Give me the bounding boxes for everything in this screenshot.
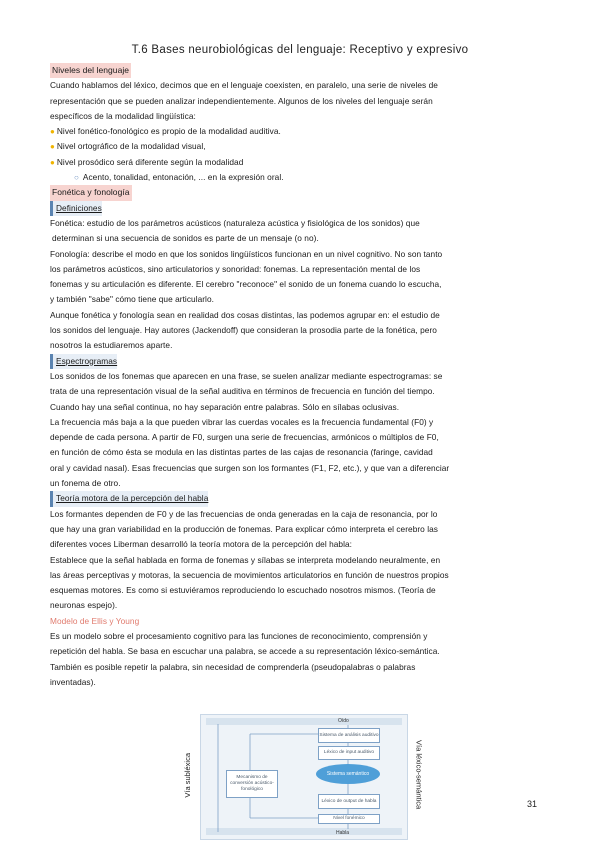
paragraph-line: Los formantes dependen de F0 y de las frecuencias de onda generadas en la caja de resonancia, por lo — [50, 508, 438, 519]
paragraph-line: La frecuencia más baja a la que pueden vibrar las cuerdas vocales es la frecuencia fundamental (F0) y — [50, 416, 434, 427]
heading-ellis-young: Modelo de Ellis y Young — [50, 615, 140, 626]
list-item: ● Nivel fonético-fonológico es propio de la modalidad auditiva. — [50, 126, 281, 137]
paragraph-line: y también "sabe" cómo tiene que articularlo. — [50, 294, 214, 305]
paragraph-line: inventadas). — [50, 676, 96, 687]
paragraph-line: nosotros la estudiaremos aparte. — [50, 340, 173, 351]
paragraph-line: en función de cómo ésta se modula en las distintas partes de las cajas de resonancia (faringe, cavidad — [50, 447, 433, 458]
paragraph-line: Cuando hablamos del léxico, decimos que en el lenguaje coexisten, en paralelo, una serie de niveles de — [50, 80, 438, 91]
paragraph-line: las áreas perceptivas y motoras, la secuencia de movimientos articulatorios en función de nuestros propios — [50, 569, 449, 580]
heading-niveles: Niveles del lenguaje — [50, 63, 131, 78]
paragraph-line: fonemas y su articulación es diferente. El cerebro "reconoce" el sonido de un fonema cuando lo escucha, — [50, 279, 442, 290]
heading-fonetica: Fonética y fonología — [50, 185, 132, 200]
paragraph-line: esquemas motores. Es como si estuviéramos reproduciendo lo escuchado nosotros mismos. (Teoría de — [50, 585, 436, 596]
subheading-definiciones: Definiciones — [50, 201, 102, 216]
paragraph-line: específicos de la modalidad lingüística: — [50, 110, 196, 121]
document-body — [50, 63, 562, 690]
subheading-espectrogramas: Espectrogramas — [50, 354, 117, 369]
sub-bullet-icon: ○ — [74, 173, 79, 183]
bullet-icon: ● — [50, 142, 55, 152]
ellis-young-diagram — [178, 714, 430, 840]
bullet-icon: ● — [50, 127, 55, 137]
paragraph-line: diferentes voces Liberman desarrolló la teoría motora de la percepción del habla: — [50, 539, 352, 550]
paragraph-line: que hay una gran variabilidad en la producción de fonemas. Para explicar cómo interpreta el cerebro las — [50, 523, 438, 534]
list-item: ● Nivel prosódico será diferente según la modalidad — [50, 156, 244, 167]
paragraph-line: Los sonidos de los fonemas que aparecen en una frase, se suelen analizar mediante espectrogramas: se — [50, 370, 443, 381]
paragraph-line: repetición del habla. Se basa en escuchar una palabra, se accede a su representación léxico-semántica. — [50, 646, 440, 657]
box-lexico-input-auditivo: Léxico de input auditivo — [318, 746, 380, 760]
paragraph-line: un fonema de otro. — [50, 478, 121, 489]
paragraph-line: Fonética: estudio de los parámetros acústicos (naturaleza acústica y fisiológica de los sonidos) que — [50, 217, 420, 228]
sub-list-item: ○ Acento, tonalidad, entonación, ... en la expresión oral. — [74, 172, 284, 183]
box-nivel-fonemico: Nivel fonémico — [318, 814, 380, 824]
paragraph-line: Es un modelo sobre el procesamiento cognitivo para las funciones de reconocimiento, comprensión y — [50, 630, 428, 641]
list-item: ● Nivel ortográfico de la modalidad visual, — [50, 141, 206, 152]
box-lexico-output-habla: Léxico de output de habla — [318, 794, 380, 809]
paragraph-line: neuronas espejo). — [50, 600, 118, 611]
paragraph-line: representación que se pueden analizar independientemente. Algunos de los niveles del lenguaje serán — [50, 95, 433, 106]
left-side-label: Vía subléxica — [182, 752, 192, 798]
box-sistema-analisis-auditivo: Sistema de análisis auditivo — [318, 728, 380, 743]
paragraph-line: determinan si una secuencia de sonidos es parte de un mensaje (o no). — [52, 233, 319, 244]
paragraph-line: los sonidos del lenguaje. Hay autores (Jackendoff) que consideran la prosodia parte de la fonética, pero — [50, 325, 437, 336]
page-title: T.6 Bases neurobiológicas del lenguaje: Receptivo y expresivo — [131, 44, 469, 56]
paragraph-line: depende de cada persona. A partir de F0, surgen una serie de frecuencias, armónicos o múltiplos de F0, — [50, 432, 439, 443]
diagram-top-tag: Oído — [338, 718, 349, 724]
paragraph-line: Aunque fonética y fonología sean en realidad dos cosas distintas, las podemos agrupar en: el estudio de — [50, 309, 440, 320]
bullet-icon: ● — [50, 157, 55, 167]
page-number: 31 — [527, 799, 538, 809]
diagram-connectors — [178, 714, 430, 840]
oval-sistema-semantico: Sistema semántico — [316, 764, 380, 784]
subheading-teoria-motora: Teoría motora de la percepción del habla — [50, 491, 208, 506]
paragraph-line: También es posible repetir la palabra, sin necesidad de comprenderla (pseudopalabras o palabras — [50, 661, 416, 672]
diagram-bottom-tag: Habla — [336, 830, 350, 836]
paragraph-line: Fonología: describe el modo en que los sonidos lingüísticos funcionan en un nivel cognitivo. No son tanto — [50, 248, 443, 259]
right-side-label: Vía léxico-semántica — [414, 740, 424, 810]
paragraph-line: Cuando hay una señal continua, no hay separación entre palabras. Sólo en sílabas oclusivas. — [50, 401, 400, 412]
paragraph-line: trata de una representación visual de la señal auditiva en términos de frecuencia en función del tiempo. — [50, 386, 435, 397]
paragraph-line: oral y cavidad nasal). Esas frecuencias que surgen son los formantes (F1, F2, etc.), y que van a diferenciar — [50, 462, 450, 473]
paragraph-line: los parámetros acústicos, sino articulatorios y sonoridad: fonemas. La representación mental de los — [50, 263, 421, 274]
box-mecanismo-conversion: Mecanismo de conversión acústico-fonológico — [226, 770, 278, 798]
paragraph-line: Establece que la señal hablada en forma de fonemas y sílabas se interpreta modelando neuralmente, en — [50, 554, 441, 565]
